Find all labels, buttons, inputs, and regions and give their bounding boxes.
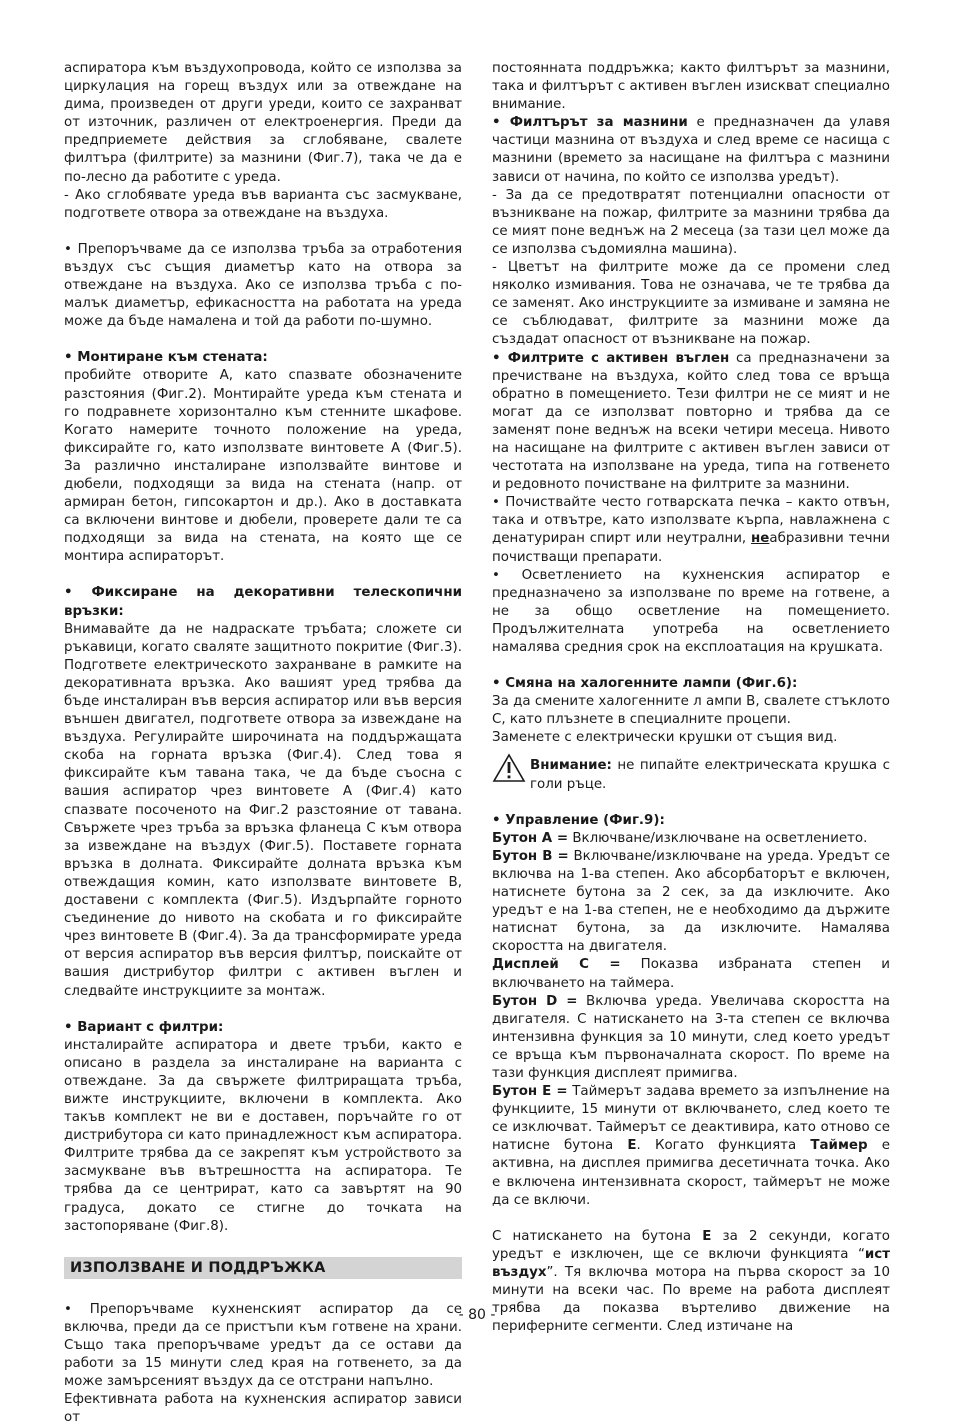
display-c-text: Показва избраната степен и включването на таймера. — [492, 957, 890, 991]
button-e-text-c: е активна, на дисплея примигва десетичната точка. Ако е включена интензивната скорост, таймерът не може да се включи. — [492, 1138, 890, 1208]
clean-air-text-c: ”. Тя включва мотора на първа скорост за 10 минути на всеки час. По време на работа дисплеят трябва да показва въртеливо движение на периферните сегменти. След изтичане на — [492, 1264, 890, 1335]
button-a-label: Бутон А = — [492, 830, 569, 846]
usage-paragraph-continued: Ефективната работа на кухненския аспиратор зависи от — [64, 1392, 462, 1426]
maintenance-paragraph: постоянната поддръжка; както филтърът за мазнини, така и филтърът с активен въглен изискват специално внимание. — [492, 61, 890, 113]
timer-word: Таймер — [810, 1138, 868, 1154]
carbon-filter-lead: • Филтрите с активен въглен — [492, 350, 730, 366]
intro-note: - Ако сглобявате уреда във варианта със засмукване, подгответе отвора за отвеждане на въздуха. — [64, 187, 462, 221]
cleaning-paragraph — [492, 494, 890, 566]
telescopic-heading: • Фиксиране на декоративни телескопични връзки: — [64, 585, 462, 619]
lamp-text: За да смените халогенните л ампи В, свалете стъклото С, като плъзнете в специалните процепи. — [492, 694, 890, 728]
grease-filter-color: - Цветът на филтрите може да се промени след няколко измивания. Това не означава, че те трябва да се заменят. Ако инструкциите за измиване и замяна не се съблюдават, филтрите за мазнини може да създадат опасност от възникване на пожар. — [492, 260, 890, 348]
button-d-label: Бутон D = — [492, 993, 578, 1009]
cleaning-text-b: абразивни течни почистващи препарати. — [492, 531, 890, 565]
button-d-text: Включва уреда. Увеличава скоростта на двигателя. С натискането на 3-та степен се включва интензивна функция за 10 минути, след което уредът се връща към първоначалната скорост. По време на тази функция дисплеят примигва. — [492, 993, 890, 1081]
telescopic-text: Внимавайте да не надраскате тръбата; сложете си ръкавици, когато сваляте защитното покритие (Фиг.3). Подгответе електрическото захранване в рамките на декоративната връзка. Ако вашият уред трябва да бъде инсталиран във версия аспиратор или във версия външен двигател, подгответе отвора за извеждане на въздуха. Регулирайте широчината на поддържащата скоба на горната връзка (Фиг.4). След това я фиксирайте към тавана така, че да бъде съосна с вашия аспиратор чрез винтовете А (Фиг.4) като спазвате посоченото на Фиг.2 разстояние от тавана. Свържете чрез тръба за връзка фланеца С към отвора за извеждане на въздух (Фиг.5). Поставете горната връзка в долната. Фиксирайте долната връзка към отвеждащия комин, като използвате винтовете В, доставени с комплекта (Фиг.5). Издърпайте горното съединение до нивото на скобата и го фиксирайте чрез винтовете В (Фиг.4). За да трансформирате уреда от версия аспиратор във версия филтър, поискайте от вашия дистрибутор филтри с активен въглен и следвайте инструкциите за монтаж. — [64, 621, 462, 999]
button-a-row — [492, 830, 890, 848]
button-a-text: Включване/изключване на осветлението. — [568, 830, 868, 846]
usage-paragraph: • Препоръчваме кухненският аспиратор да се включва, преди да се пристъпи към готвене на храни. Също така препоръчваме уредът да се остави да работи за 15 минути след края на готвенето, за да може замърсеният въздух да се отстрани напълно. — [64, 1301, 462, 1390]
pipe-paragraph: • Препоръчваме да се използва тръба за отработения въздух със същия диаметър като на отвора за отвеждане на въздуха. Ако се използва тръба с по-малък диаметър, ефикасността на работата на уреда може да бъде намалена и той да работи по-шумно. — [64, 241, 462, 330]
filter-variant-text: инсталирайте аспиратора и двете тръби, както е описано в раздела за инсталиране на варианта с отвеждане. За да свържете филтриращата тръба, вижте инструкциите, включени в комплекта. Ако такъв комплект не ви е доставен, поръчайте го от дистрибутора си като принадлежност към аспиратора. Филтрите трябва да се закрепят към устройството за засмукване във вътрешността на аспиратора. Те трябва да се центрират, като са завъртят на 90 градуса, докато се стигне до точката на застопоряване (Фиг.8). — [64, 1037, 462, 1234]
carbon-filter-paragraph — [492, 350, 890, 495]
button-e-row — [492, 1083, 890, 1210]
button-d-row — [492, 993, 890, 1083]
clean-air-name: ист въздух — [492, 1246, 890, 1280]
button-e-text-a: Таймерът задава времето за изпълнение на функциите, 15 минути от включването, след което те се изключват. Таймерът се деактивира, като отново се натисне бутона — [492, 1084, 890, 1154]
wall-mount-text: пробийте отворите А, като спазвате обозначените разстояния (Фиг.2). Монтирайте уреда към стената и го подравнете хоризонтално към стенните шкафове. Когато намерите точното положение на уреда, фиксирайте го, като използвате винтовете А (Фиг.5). За различно инсталиране използвайте винтове и дюбели, подходящи за вида на стената (напр. от армиран бетон, гипсокартон и др.). Ако в доставката са включени винтове и дюбели, проверете дали те са подходящи за вида на стената, на която ще се монтира аспираторът. — [64, 368, 462, 565]
section-title: ИЗПОЛЗВАНЕ И ПОДДРЪЖКА — [64, 1257, 462, 1279]
display-c-label: Дисплей С = — [492, 957, 621, 973]
cleaning-ne: не — [751, 531, 770, 547]
clean-air-text-b: за 2 секунди, когато уредът е изключен, ще се включи функцията “ — [492, 1228, 890, 1262]
warning-label: Внимание: — [530, 758, 612, 774]
button-e-letter: Е — [627, 1138, 637, 1154]
carbon-filter-text: са предназначени за пречистване на въздуха, който след това се връща обратно в помещението. Тези филтри не се мият и не могат да се използват повторно и трябва да се заменят поне веднъж на всеки четири месеца. Нивото на насищане на филтрите с активен въглен зависи от честотата на използване на уреда, типа на готвенето и редовното почистване на филтрите за мазнини. — [492, 350, 890, 493]
warning-triangle-icon — [492, 753, 526, 783]
lamp-heading: • Смяна на халогенните лампи (Фиг.6): — [492, 676, 798, 692]
page-number: - 80 - — [458, 1307, 496, 1323]
warning-text-paragraph — [530, 757, 890, 793]
lighting-paragraph: • Осветлението на кухненския аспиратор е предназначено за използване по време на готвене, а не за общо осветление на помещението. Продължителната употреба на осветлението намалява средния срок на експлоатация на крушката. — [492, 567, 890, 655]
grease-filter-paragraph — [492, 114, 890, 186]
intro-paragraph: аспиратора към въздухопровода, който се използва за циркулация на горещ въздух или за отвеждане на дима, произведен от други уреди, които се захранват от източник, различен от електроенергия. Преди да предприемете действия за сглобяване, свалете филтъра (филтрите) за мазнини (Фиг.7), така че да е по-лесно да работите с уреда. — [64, 61, 462, 185]
right-column — [492, 60, 890, 1336]
controls-heading: • Управление (Фиг.9): — [492, 812, 665, 828]
grease-filter-text: е предназначен да улавя частици мазнина от въздуха и след време се насища с мазнини (времето за насищане на филтъра с мазнини зависи от начина, по който се използва уредът). — [492, 115, 890, 185]
grease-filter-lead: • Филтърът за мазнини — [492, 115, 688, 131]
warning-block — [492, 757, 890, 793]
warning-text: не пипайте електрическата крушка с голи ръце. — [530, 758, 890, 792]
lamp-text-2: Заменете с електрически крушки от същия вид. — [492, 730, 838, 746]
button-b-label: Бутон В = — [492, 848, 569, 864]
grease-filter-wash: - За да се предотвратят потенциални опасности от възникване на пожар, филтрите за мазнини трябва да се мият поне веднъж на 2 месеца (за тази цел може да се използва съдомиялна машина). — [492, 187, 890, 257]
clean-air-letter: Е — [702, 1228, 712, 1244]
filter-variant-heading: • Вариант с филтри: — [64, 1019, 224, 1035]
cleaning-text-a: • Почиствайте често готварската печка – както отвън, така и отвътре, като използвате кърпа, навлажнена с денатуриран спирт или неутрални, — [492, 495, 890, 547]
clean-air-text-a: С натискането на бутона — [492, 1228, 703, 1244]
button-e-text-b: . Когато функцията — [636, 1138, 811, 1154]
display-c-row — [492, 956, 890, 992]
wall-mount-heading: • Монтиране към стената: — [64, 350, 268, 366]
left-column — [64, 60, 462, 1427]
button-b-row — [492, 848, 890, 957]
button-b-text: Включване/изключване на уреда. Уредът се включва на 1-ва степен. Ако абсорбаторът е включен, натиснете бутона за 2 сек, за да изключите. Ако уредът е на 1-ва степен, не е необходимо да държите натиснат бутона, за да изключите. Намалява скоростта на двигателя. — [492, 848, 890, 955]
button-e-label: Бутон Е = — [492, 1084, 568, 1100]
